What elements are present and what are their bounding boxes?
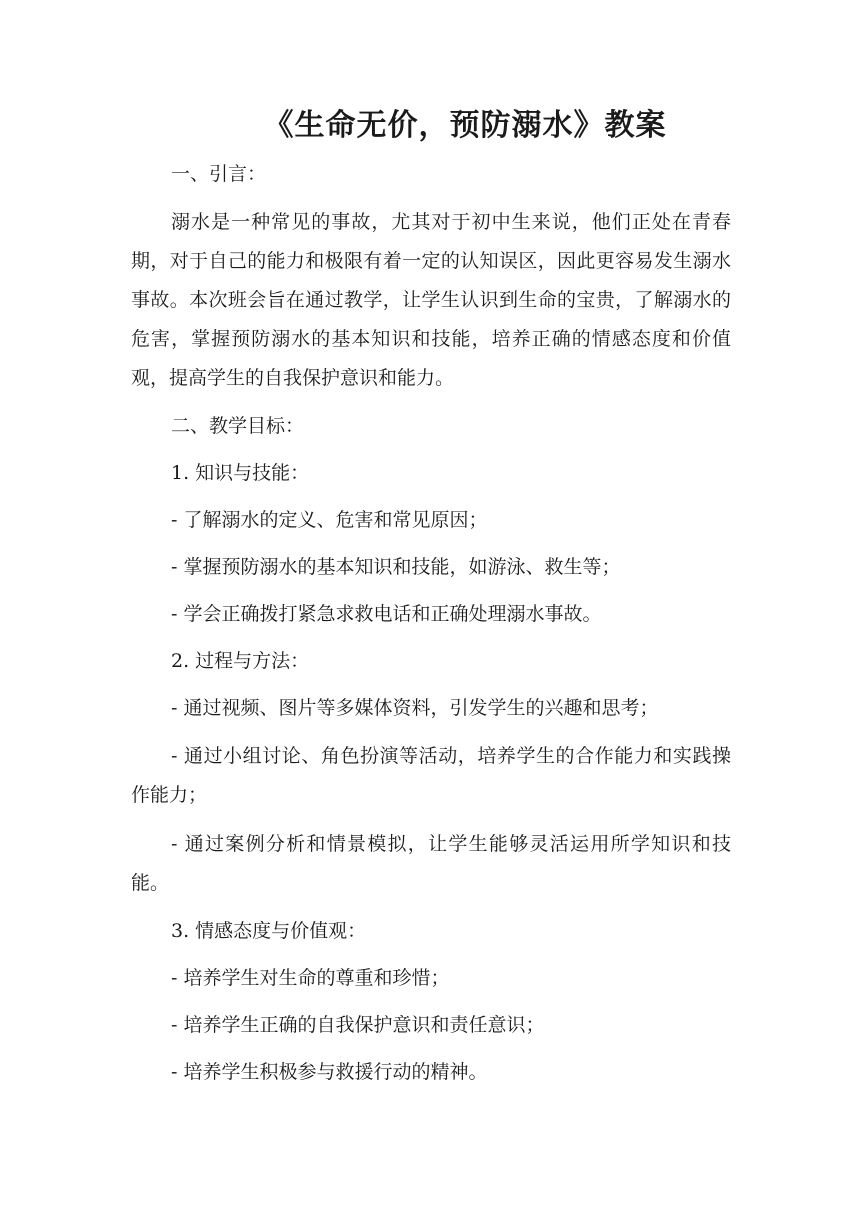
list-item: - 掌握预防溺水的基本知识和技能，如游泳、救生等； [171, 556, 621, 578]
list-item: - 通过案例分析和情景模拟，让学生能够灵活运用所学知识和技能。 [131, 833, 731, 894]
goal-heading-process: 2. 过程与方法： [171, 650, 310, 672]
list-item: - 了解溺水的定义、危害和常见原因； [171, 509, 488, 531]
section-heading-intro: 一、引言： [171, 163, 267, 185]
section-heading-goals: 二、教学目标： [171, 415, 305, 437]
document-title: 《生命无价，预防溺水》教案 [263, 108, 667, 143]
list-item: - 培养学生积极参与救援行动的精神。 [171, 1061, 488, 1083]
list-item: - 通过视频、图片等多媒体资料，引发学生的兴趣和思考； [171, 697, 659, 719]
list-item: - 通过小组讨论、角色扮演等活动，培养学生的合作能力和实践操作能力； [131, 745, 731, 806]
goal-heading-attitude: 3. 情感态度与价值观： [171, 920, 367, 942]
list-item: - 学会正确拨打紧急求救电话和正确处理溺水事故。 [171, 603, 602, 625]
document-body [131, 156, 731, 1101]
goal-heading-knowledge: 1. 知识与技能： [171, 462, 310, 484]
list-item: - 培养学生正确的自我保护意识和责任意识； [171, 1014, 545, 1036]
list-item: - 培养学生对生命的尊重和珍惜； [171, 967, 450, 989]
intro-paragraph: 溺水是一种常见的事故，尤其对于初中生来说，他们正处在青春期，对于自己的能力和极限有着一定的认知误区，因此更容易发生溺水事故。本次班会旨在通过教学，让学生认识到生命的宝贵，了解溺水的危害，掌握预防溺水的基本知识和技能，培养正确的情感态度和价值观，提高学生的自我保护意识和能力。 [131, 211, 731, 389]
